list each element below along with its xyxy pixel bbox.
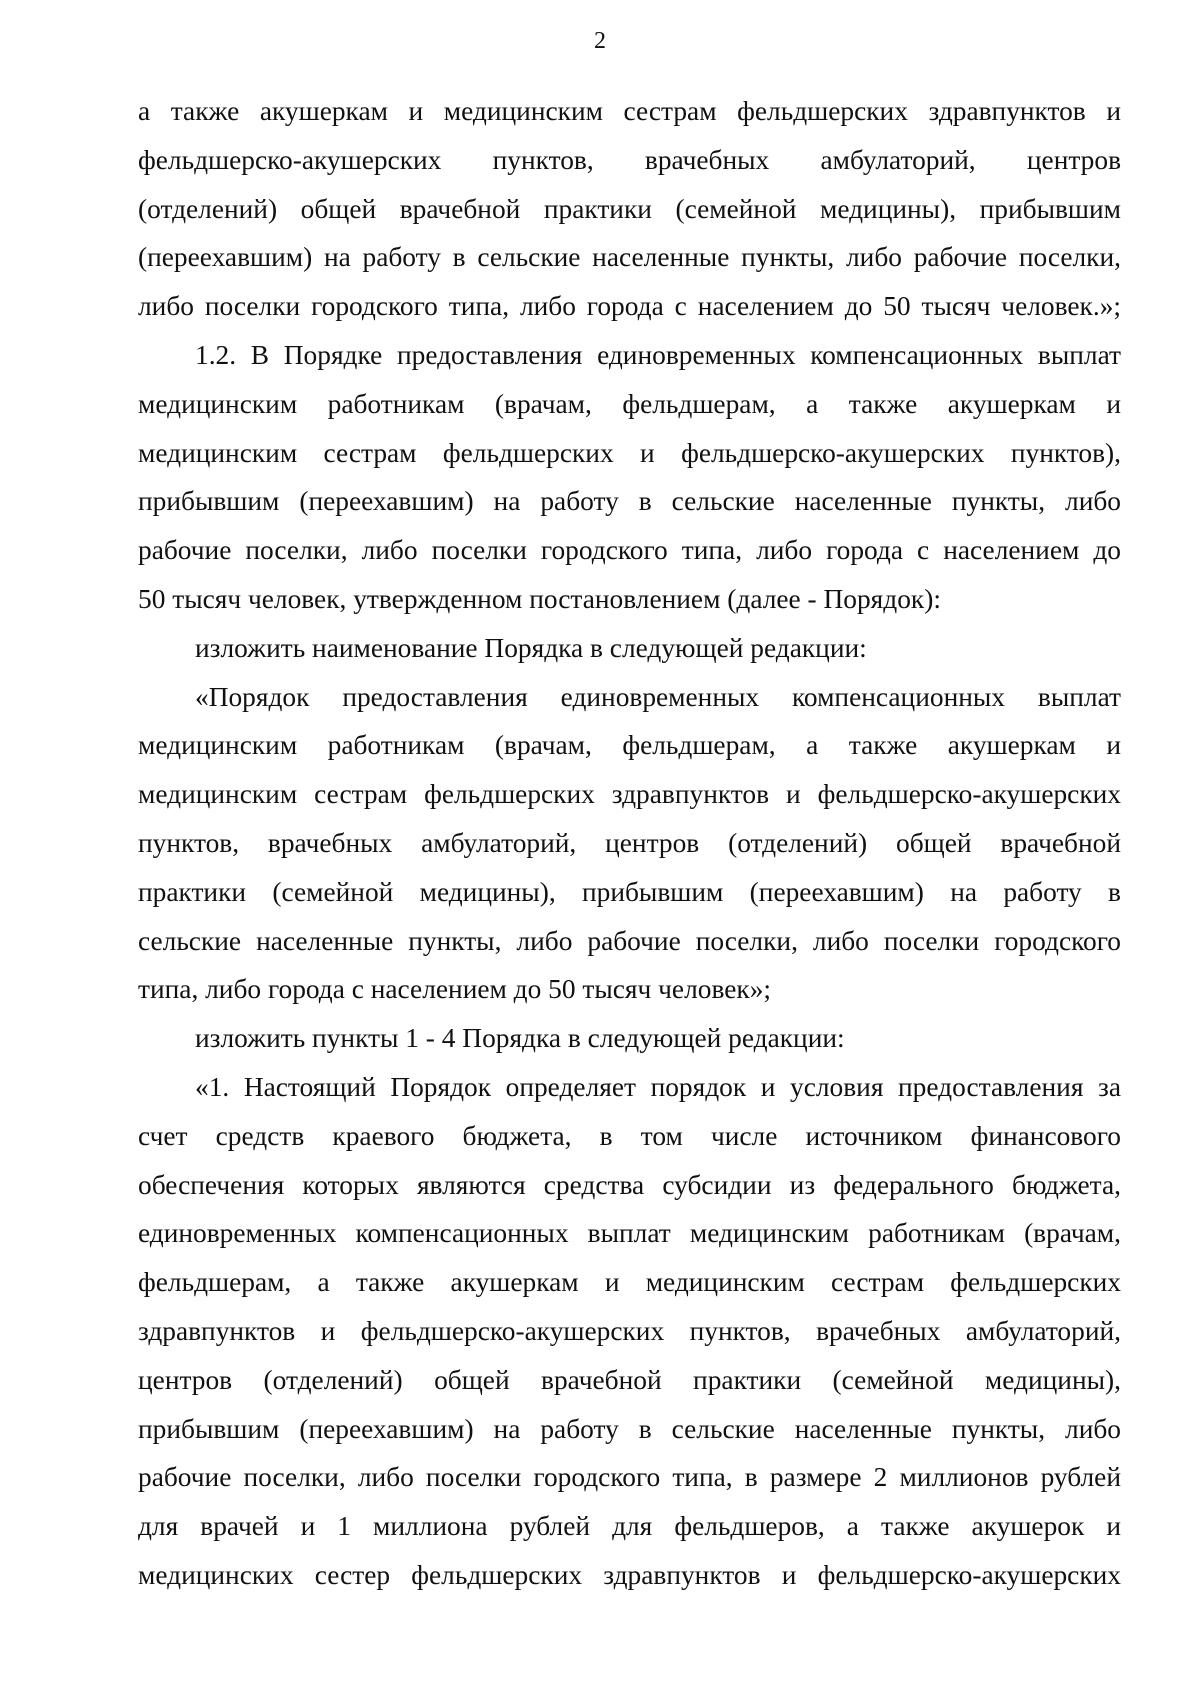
text-line: типа, либо города с населением до 50 тысяч человек»; (138, 974, 771, 1005)
text-line: пунктов, врачебных амбулаторий, центров (отделений) общей врачебной (138, 827, 1121, 858)
text-line: изложить пункты 1 - 4 Порядка в следующей редакции: (195, 1023, 845, 1054)
text-line: прибывшим (переехавшим) на работу в сельские населенные пункты, либо (138, 486, 1121, 517)
text-line: фельдшерско-акушерских пунктов, врачебных амбулаторий, центров (138, 144, 1121, 175)
text-line: обеспечения которых являются средства субсидии из федерального бюджета, (138, 1169, 1121, 1200)
text-line: «1. Настоящий Порядок определяет порядок и условия предоставления за (195, 1071, 1121, 1102)
text-line: медицинским сестрам фельдшерских и фельдшерско-акушерских пунктов), (138, 437, 1121, 468)
paragraph-item-1-2 (138, 331, 1121, 624)
document-body (138, 87, 1121, 1600)
text-line: счет средств краевого бюджета, в том числе источником финансового (138, 1120, 1121, 1151)
text-line: 50 тысяч человек, утвержденном постановлением (далее - Порядок): (138, 583, 941, 614)
text-line: единовременных компенсационных выплат медицинским работникам (врачам, (138, 1218, 1121, 1249)
paragraph-continuation (138, 87, 1121, 331)
text-line: а также акушеркам и медицинским сестрам фельдшерских здравпунктов и (138, 96, 1121, 126)
text-line: медицинских сестер фельдшерских здравпунктов и фельдшерско-акушерских (138, 1559, 1121, 1590)
text-line: сельские населенные пункты, либо рабочие поселки, либо поселки городского (138, 925, 1121, 956)
text-line: «Порядок предоставления единовременных компенсационных выплат (195, 681, 1121, 712)
text-line: фельдшерам, а также акушеркам и медицинским сестрам фельдшерских (138, 1267, 1121, 1298)
text-line: (отделений) общей врачебной практики (семейной медицины), прибывшим (138, 193, 1121, 224)
text-line: изложить наименование Порядка в следующей редакции: (195, 632, 867, 663)
text-line: 1.2. В Порядке предоставления единовременных компенсационных выплат (195, 339, 1121, 370)
text-line: практики (семейной медицины), прибывшим (переехавшим) на работу в (138, 876, 1121, 907)
text-line: медицинским работникам (врачам, фельдшерам, а также акушеркам и (138, 730, 1121, 761)
text-line: для врачей и 1 миллиона рублей для фельдшеров, а также акушерок и (138, 1511, 1121, 1542)
paragraph-title-instruction (138, 624, 1121, 673)
text-line: (переехавшим) на работу в сельские населенные пункты, либо рабочие поселки, (138, 242, 1121, 273)
paragraph-points-instruction (138, 1014, 1121, 1063)
text-line: медицинским работникам (врачам, фельдшерам, а также акушеркам и (138, 388, 1121, 419)
text-line: рабочие поселки, либо поселки городского типа, в размере 2 миллионов рублей (138, 1462, 1121, 1493)
paragraph-quoted-title (138, 673, 1121, 1015)
text-line: центров (отделений) общей врачебной практики (семейной медицины), (138, 1364, 1121, 1395)
text-line: рабочие поселки, либо поселки городского типа, либо города с населением до (138, 535, 1121, 566)
text-line: прибывшим (переехавшим) на работу в сельские населенные пункты, либо (138, 1413, 1121, 1444)
text-line: либо поселки городского типа, либо города с населением до 50 тысяч человек.»; (138, 291, 1121, 322)
text-line: медицинским сестрам фельдшерских здравпунктов и фельдшерско-акушерских (138, 779, 1121, 810)
text-line: здравпунктов и фельдшерско-акушерских пунктов, врачебных амбулаторий, (138, 1315, 1121, 1346)
page-number: 2 (594, 28, 606, 54)
paragraph-point-1 (138, 1063, 1121, 1600)
